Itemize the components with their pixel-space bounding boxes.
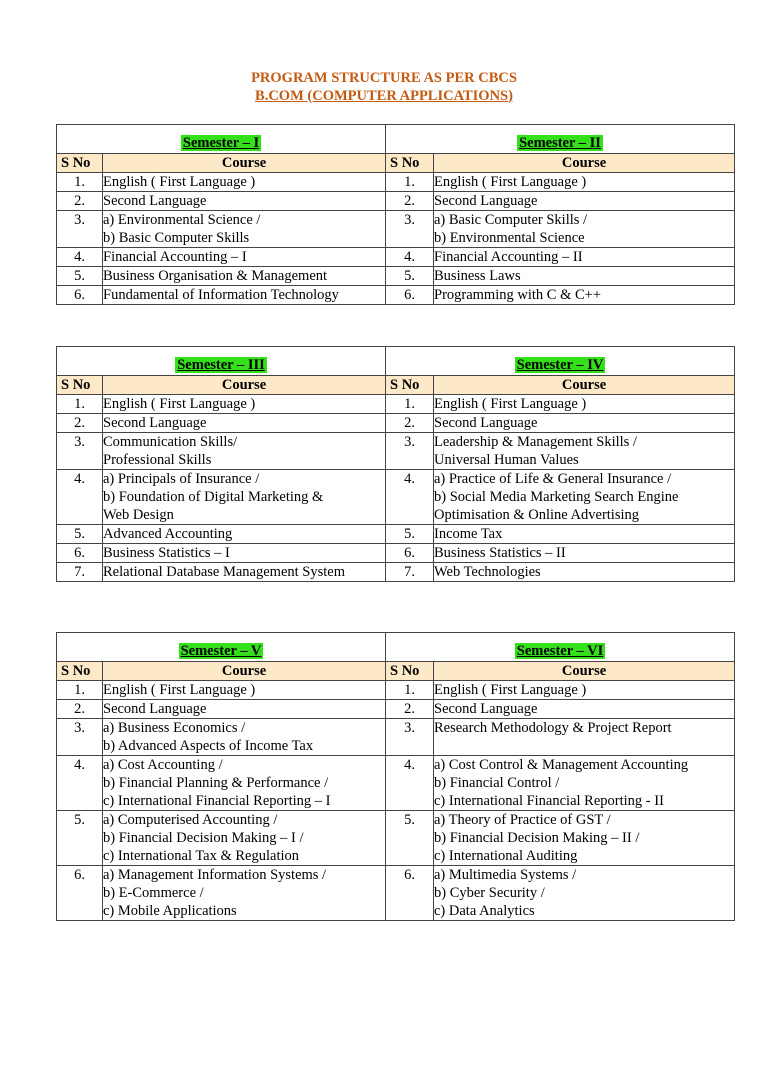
semester-label: Semester – I bbox=[182, 135, 260, 151]
course-line: b) Financial Control / bbox=[434, 775, 560, 791]
serial-number-text: 1. bbox=[404, 174, 415, 190]
semester-table-1-2 bbox=[56, 124, 735, 305]
serial-number-text: 2. bbox=[74, 701, 85, 717]
serial-number bbox=[57, 681, 103, 700]
serial-number bbox=[386, 719, 434, 756]
course-line: English ( First Language ) bbox=[434, 174, 587, 190]
course-line: b) Financial Decision Making – I / bbox=[103, 830, 304, 846]
serial-number bbox=[57, 525, 103, 544]
serial-number-text: 5. bbox=[74, 526, 85, 542]
course-column-header: Course bbox=[434, 662, 735, 681]
serial-number-text: 4. bbox=[74, 249, 85, 265]
table-row bbox=[57, 286, 735, 305]
course-line: Optimisation & Online Advertising bbox=[434, 507, 640, 523]
course-line: Advanced Accounting bbox=[103, 526, 233, 542]
course-line: Web Design bbox=[103, 507, 174, 523]
course-line: b) Social Media Marketing Search Engine bbox=[434, 489, 679, 505]
table-row bbox=[57, 811, 735, 866]
course-line: b) Environmental Science bbox=[434, 230, 585, 246]
serial-number-text: 3. bbox=[404, 434, 415, 450]
sno-column-header: S No bbox=[57, 154, 103, 173]
serial-number-text: 1. bbox=[404, 396, 415, 412]
course-cell bbox=[103, 470, 386, 525]
course-line: Financial Accounting – I bbox=[103, 249, 247, 265]
serial-number bbox=[386, 433, 434, 470]
column-header-row bbox=[57, 154, 735, 173]
course-line: Communication Skills/ bbox=[103, 434, 238, 450]
serial-number bbox=[386, 470, 434, 525]
serial-number bbox=[386, 192, 434, 211]
serial-number bbox=[57, 192, 103, 211]
semester-label: Semester – V bbox=[180, 643, 262, 659]
serial-number-text: 7. bbox=[74, 564, 85, 580]
course-line: a) Theory of Practice of GST / bbox=[434, 812, 611, 828]
table-row bbox=[57, 563, 735, 582]
table-row bbox=[57, 192, 735, 211]
serial-number-text: 6. bbox=[74, 287, 85, 303]
course-cell bbox=[103, 866, 386, 921]
table-row bbox=[57, 211, 735, 248]
serial-number bbox=[386, 544, 434, 563]
course-cell bbox=[434, 395, 735, 414]
serial-number bbox=[386, 866, 434, 921]
serial-number-text: 4. bbox=[404, 757, 415, 773]
serial-number-text: 1. bbox=[74, 682, 85, 698]
course-line: b) Basic Computer Skills bbox=[103, 230, 250, 246]
course-line: b) Cyber Security / bbox=[434, 885, 545, 901]
serial-number-text: 2. bbox=[74, 415, 85, 431]
serial-number bbox=[57, 756, 103, 811]
course-line: English ( First Language ) bbox=[103, 396, 256, 412]
serial-number-text: 5. bbox=[404, 268, 415, 284]
course-line: c) International Tax & Regulation bbox=[103, 848, 300, 864]
semester-header-row bbox=[57, 347, 735, 376]
table-row bbox=[57, 756, 735, 811]
course-cell bbox=[103, 544, 386, 563]
serial-number bbox=[57, 286, 103, 305]
course-cell bbox=[103, 719, 386, 756]
sno-column-header: S No bbox=[386, 662, 434, 681]
course-cell bbox=[434, 267, 735, 286]
course-line: Second Language bbox=[434, 193, 538, 209]
course-line: Fundamental of Information Technology bbox=[103, 287, 339, 303]
course-cell bbox=[434, 756, 735, 811]
serial-number bbox=[57, 433, 103, 470]
serial-number bbox=[57, 267, 103, 286]
course-line: Relational Database Management System bbox=[103, 564, 345, 580]
serial-number-text: 2. bbox=[404, 415, 415, 431]
serial-number-text: 6. bbox=[74, 867, 85, 883]
course-line: Business Statistics – II bbox=[434, 545, 566, 561]
table-row bbox=[57, 433, 735, 470]
serial-number bbox=[386, 248, 434, 267]
course-line: English ( First Language ) bbox=[434, 396, 587, 412]
course-cell bbox=[103, 248, 386, 267]
course-cell bbox=[103, 756, 386, 811]
course-cell bbox=[434, 192, 735, 211]
serial-number bbox=[57, 173, 103, 192]
serial-number-text: 2. bbox=[404, 701, 415, 717]
course-line: Second Language bbox=[103, 415, 207, 431]
table-row bbox=[57, 414, 735, 433]
table-row bbox=[57, 681, 735, 700]
course-line: c) International Financial Reporting - II bbox=[434, 793, 664, 809]
serial-number-text: 1. bbox=[404, 682, 415, 698]
serial-number bbox=[386, 681, 434, 700]
course-line: Leadership & Management Skills / bbox=[434, 434, 637, 450]
course-cell bbox=[434, 173, 735, 192]
course-line: Second Language bbox=[103, 701, 207, 717]
serial-number bbox=[386, 395, 434, 414]
course-line: b) Advanced Aspects of Income Tax bbox=[103, 738, 314, 754]
course-line: Financial Accounting – II bbox=[434, 249, 583, 265]
table-row bbox=[57, 719, 735, 756]
serial-number-text: 6. bbox=[404, 287, 415, 303]
course-line: c) International Financial Reporting – I bbox=[103, 793, 331, 809]
serial-number bbox=[57, 544, 103, 563]
course-cell bbox=[434, 719, 735, 756]
course-column-header: Course bbox=[103, 154, 386, 173]
course-line: b) E-Commerce / bbox=[103, 885, 204, 901]
course-line: c) International Auditing bbox=[434, 848, 578, 864]
course-line: Second Language bbox=[434, 701, 538, 717]
serial-number bbox=[386, 563, 434, 582]
serial-number bbox=[386, 756, 434, 811]
course-line: b) Financial Decision Making – II / bbox=[434, 830, 640, 846]
course-cell bbox=[434, 433, 735, 470]
course-line: b) Financial Planning & Performance / bbox=[103, 775, 329, 791]
course-line: Professional Skills bbox=[103, 452, 212, 468]
serial-number-text: 1. bbox=[74, 396, 85, 412]
course-line: a) Practice of Life & General Insurance / bbox=[434, 471, 672, 487]
course-line: English ( First Language ) bbox=[103, 174, 256, 190]
course-cell bbox=[103, 192, 386, 211]
course-cell bbox=[103, 286, 386, 305]
course-cell bbox=[434, 286, 735, 305]
course-line: b) Foundation of Digital Marketing & bbox=[103, 489, 324, 505]
document-header bbox=[0, 70, 768, 105]
table-row bbox=[57, 395, 735, 414]
course-line: a) Business Economics / bbox=[103, 720, 246, 736]
serial-number-text: 6. bbox=[404, 545, 415, 561]
serial-number bbox=[57, 700, 103, 719]
course-line: a) Environmental Science / bbox=[103, 212, 261, 228]
serial-number bbox=[57, 866, 103, 921]
course-cell bbox=[434, 681, 735, 700]
serial-number bbox=[386, 811, 434, 866]
serial-number bbox=[386, 286, 434, 305]
course-cell bbox=[434, 811, 735, 866]
course-line: Universal Human Values bbox=[434, 452, 579, 468]
course-cell bbox=[434, 414, 735, 433]
course-line: Income Tax bbox=[434, 526, 503, 542]
course-line: c) Data Analytics bbox=[434, 903, 535, 919]
course-cell bbox=[434, 211, 735, 248]
serial-number bbox=[57, 211, 103, 248]
serial-number bbox=[57, 395, 103, 414]
serial-number-text: 6. bbox=[74, 545, 85, 561]
serial-number-text: 2. bbox=[404, 193, 415, 209]
serial-number-text: 3. bbox=[404, 212, 415, 228]
course-cell bbox=[103, 563, 386, 582]
table-row bbox=[57, 173, 735, 192]
semester-label: Semester – II bbox=[519, 135, 601, 151]
sno-column-header: S No bbox=[57, 662, 103, 681]
semester-label: Semester – IV bbox=[516, 357, 604, 373]
serial-number-text: 5. bbox=[74, 812, 85, 828]
course-line: Business Laws bbox=[434, 268, 521, 284]
serial-number-text: 2. bbox=[74, 193, 85, 209]
table-row bbox=[57, 248, 735, 267]
page-subtitle: B.COM (COMPUTER APPLICATIONS) bbox=[255, 87, 513, 104]
serial-number bbox=[386, 267, 434, 286]
table-row bbox=[57, 866, 735, 921]
course-cell bbox=[434, 525, 735, 544]
course-cell bbox=[103, 700, 386, 719]
course-cell bbox=[103, 811, 386, 866]
serial-number bbox=[386, 211, 434, 248]
course-line: a) Multimedia Systems / bbox=[434, 867, 577, 883]
column-header-row bbox=[57, 376, 735, 395]
sno-column-header: S No bbox=[57, 376, 103, 395]
course-line: Research Methodology & Project Report bbox=[434, 720, 672, 736]
course-cell bbox=[434, 544, 735, 563]
semester-table-3-4 bbox=[56, 346, 735, 582]
semester-header-row bbox=[57, 125, 735, 154]
course-line: Business Organisation & Management bbox=[103, 268, 328, 284]
course-line: Programming with C & C++ bbox=[434, 287, 601, 303]
serial-number bbox=[57, 470, 103, 525]
course-line: a) Cost Accounting / bbox=[103, 757, 223, 773]
course-line: a) Principals of Insurance / bbox=[103, 471, 260, 487]
serial-number-text: 4. bbox=[74, 471, 85, 487]
course-cell bbox=[103, 525, 386, 544]
course-line: English ( First Language ) bbox=[103, 682, 256, 698]
course-cell bbox=[434, 470, 735, 525]
table-row bbox=[57, 544, 735, 563]
page-title: PROGRAM STRUCTURE AS PER CBCS bbox=[251, 70, 517, 86]
semester-header-row bbox=[57, 633, 735, 662]
course-line: a) Basic Computer Skills / bbox=[434, 212, 588, 228]
semester-table-5-6 bbox=[56, 632, 735, 921]
serial-number-text: 1. bbox=[74, 174, 85, 190]
serial-number-text: 3. bbox=[404, 720, 415, 736]
serial-number bbox=[57, 811, 103, 866]
serial-number bbox=[57, 563, 103, 582]
course-cell bbox=[103, 414, 386, 433]
course-cell bbox=[434, 248, 735, 267]
serial-number-text: 5. bbox=[404, 812, 415, 828]
course-cell bbox=[103, 267, 386, 286]
serial-number bbox=[386, 525, 434, 544]
course-column-header: Course bbox=[103, 376, 386, 395]
semester-label: Semester – III bbox=[177, 357, 265, 373]
course-line: a) Computerised Accounting / bbox=[103, 812, 278, 828]
table-row bbox=[57, 700, 735, 719]
serial-number-text: 3. bbox=[74, 434, 85, 450]
sno-column-header: S No bbox=[386, 376, 434, 395]
course-column-header: Course bbox=[434, 154, 735, 173]
serial-number-text: 3. bbox=[74, 720, 85, 736]
course-line: Second Language bbox=[434, 415, 538, 431]
course-column-header: Course bbox=[434, 376, 735, 395]
course-line: English ( First Language ) bbox=[434, 682, 587, 698]
serial-number-text: 4. bbox=[404, 471, 415, 487]
course-cell bbox=[103, 173, 386, 192]
course-cell bbox=[434, 866, 735, 921]
serial-number-text: 4. bbox=[404, 249, 415, 265]
table-row bbox=[57, 525, 735, 544]
serial-number-text: 5. bbox=[404, 526, 415, 542]
course-line: c) Mobile Applications bbox=[103, 903, 237, 919]
course-line: a) Cost Control & Management Accounting bbox=[434, 757, 689, 773]
table-row bbox=[57, 267, 735, 286]
course-cell bbox=[103, 681, 386, 700]
serial-number bbox=[386, 700, 434, 719]
course-cell bbox=[434, 700, 735, 719]
sno-column-header: S No bbox=[386, 154, 434, 173]
serial-number bbox=[57, 248, 103, 267]
course-cell bbox=[103, 211, 386, 248]
serial-number bbox=[57, 719, 103, 756]
table-row bbox=[57, 470, 735, 525]
serial-number bbox=[386, 173, 434, 192]
semester-label: Semester – VI bbox=[516, 643, 604, 659]
course-column-header: Course bbox=[103, 662, 386, 681]
course-cell bbox=[434, 563, 735, 582]
serial-number bbox=[57, 414, 103, 433]
column-header-row bbox=[57, 662, 735, 681]
course-cell bbox=[103, 433, 386, 470]
course-line: a) Management Information Systems / bbox=[103, 867, 327, 883]
serial-number-text: 5. bbox=[74, 268, 85, 284]
serial-number-text: 6. bbox=[404, 867, 415, 883]
course-line: Second Language bbox=[103, 193, 207, 209]
serial-number-text: 7. bbox=[404, 564, 415, 580]
course-line: Business Statistics – I bbox=[103, 545, 230, 561]
course-line: Web Technologies bbox=[434, 564, 541, 580]
serial-number bbox=[386, 414, 434, 433]
serial-number-text: 3. bbox=[74, 212, 85, 228]
course-cell bbox=[103, 395, 386, 414]
serial-number-text: 4. bbox=[74, 757, 85, 773]
